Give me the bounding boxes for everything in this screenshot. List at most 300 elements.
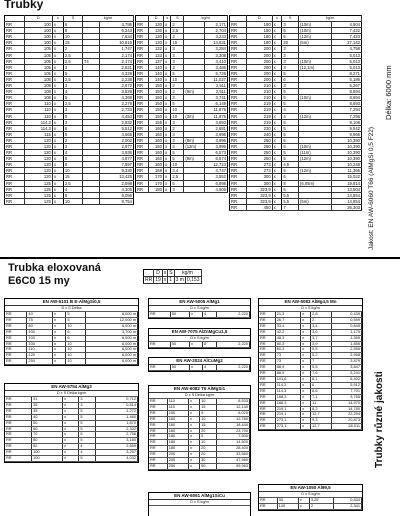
table-cell: 0,599 [332,317,362,323]
table-cell: x [163,58,170,64]
table-cell: RR [136,34,149,40]
table-cell: x [272,137,282,143]
table-cell: 2,681 [204,125,227,131]
table-cell: 0,834 [333,498,362,503]
table-cell: 15 [63,40,82,46]
table-cell: 6,000 m [86,323,138,329]
table-cell: 5 [66,312,86,317]
table-cell: 3,879 [332,359,362,365]
table-row [149,312,250,317]
table-cell: x [63,432,79,438]
table-cell: 7,6 [311,371,332,377]
group-header: EN AW-5754 AlMg3 [5,384,138,391]
table-cell: 10 [66,341,86,347]
table-cell: 5 [79,432,96,438]
table-cell: 50 [32,420,63,426]
table-cell: RR [136,83,149,89]
group-header: EN AW-1050 Al99,5 [259,485,362,492]
table-cell: x [272,101,282,107]
table-cell: 200 [167,452,188,458]
table-row [5,359,138,365]
table-cell: 5 [63,95,82,101]
table-cell: 250 [247,137,273,143]
table-cell: x [163,89,170,95]
table-cell: x [52,40,63,46]
table-cell: 3,9 [311,341,332,347]
table-cell: 4,758 [332,46,362,52]
table-cell: RR [230,204,247,210]
table-cell: 7,500 [216,434,249,440]
table-cell: 160 [149,162,164,168]
table-cell: RR [5,198,25,204]
table-cell: RR [230,70,247,76]
table-cell: RR [259,400,275,406]
table-cell: 3,308 [204,52,227,58]
table-cell: RR [5,420,32,426]
table-cell: x [163,28,170,34]
table-cell: 323,9 [247,192,273,198]
table-cell [184,186,204,192]
table-cell: 155 [149,119,164,125]
table-cell: RR [145,277,153,283]
table-cell: x [189,416,200,422]
table-cell: 3,996 [204,131,227,137]
table-cell: 0,439 [332,312,362,317]
table-cell: 3 [63,143,82,149]
table-cell: 5,186 [332,76,362,82]
table-cell: x [63,456,79,462]
table-cell: 10 [171,113,184,119]
table-cell: 3 [282,58,299,64]
table-cell: 5 [282,131,299,137]
table-cell: x [53,341,66,347]
group-table [149,312,250,318]
table-cell: x [52,156,63,162]
table-cell: 200 [247,76,273,82]
table-cell: 6 [282,76,299,82]
table-cell: 3,4 [311,323,332,329]
table-cell: 50 [170,342,189,347]
table-cell: RR [136,137,149,143]
table-cell: 21,3 [275,312,300,317]
table-cell: x [272,22,282,28]
table-cell: 5,512 [332,382,362,388]
table-cell: 10 [200,440,216,446]
table-cell: x [189,463,200,469]
table-cell: 10 [66,347,86,353]
table-cell: 6 [63,192,82,198]
table-cell: x [272,76,282,82]
table-cell: 20 [200,428,216,434]
table-cell: 3 [171,34,184,40]
table-cell: 0,712 [96,397,138,402]
table-cell: 5 [282,186,299,192]
table-cell: x [52,76,63,82]
column-header: x [272,16,282,22]
table-cell: 168 [149,168,164,174]
table-cell: 2,756 [96,432,138,438]
table-cell: 100 [27,341,53,347]
table-cell: 6,574 [204,156,227,162]
table-cell: 150 [149,113,164,119]
table-cell: 133 [149,52,164,58]
table-cell: RR [230,76,247,82]
table-cell: RR [149,399,167,404]
table-cell: (12,1m) [299,64,332,70]
table-cell: 2,5 [63,180,82,186]
table-cell: 26,303 [332,204,362,210]
table-cell: RR [5,335,27,341]
table-cell: 9,330 [99,168,133,174]
table-cell: x [301,365,311,371]
table-cell: 2,704 [204,28,227,34]
table-cell: 0,814 [96,402,138,408]
table-cell: x [163,168,170,174]
table-cell: RR [136,89,149,95]
table-cell: 180 [247,34,273,40]
table-cell: 2 [63,46,82,52]
table-cell: 5 [79,414,96,420]
table-cell: 5,5 [311,365,332,371]
table-cell: RR [149,404,167,410]
table-cell: 15 [63,174,82,180]
table-cell: RR [259,359,275,365]
table-cell: 3,996 [204,137,227,143]
table-cell: 99,963 [216,463,249,469]
table-cell: (10m) [299,28,332,34]
table-cell: 219 [247,119,273,125]
table-cell: 3,4 [171,168,184,174]
column-header: kg/m [299,16,362,22]
table-cell: x [52,70,63,76]
table-cell: x [163,143,170,149]
table-cell: x [272,95,282,101]
table-row [230,204,362,210]
group-6061 [148,492,251,516]
group-table [149,365,250,371]
length-vertical-label: Délka: 6000 mm [384,65,393,120]
table-cell: x [163,277,167,283]
table-cell: 7,294 [332,107,362,113]
table-cell: x [163,150,170,156]
table-cell [82,198,99,204]
table-cell: RR [149,410,167,416]
table-cell: 8,271 [332,70,362,76]
table-cell: x [163,107,170,113]
table-cell: 7,296 [332,113,362,119]
table-cell: RR [5,131,25,137]
table-cell: 10 [200,399,216,404]
table-cell: 6,000 m [86,347,138,353]
table-cell: 5 [282,95,299,101]
table-cell: 100 [32,450,63,456]
table-cell: 3,847 [332,365,362,371]
table-cell: 6 [282,174,299,180]
table-cell: 9,542 [332,125,362,131]
table-cell: 3 [171,52,184,58]
table-cell: 3,284 [204,46,227,52]
table-cell: (5m) [299,40,332,46]
table-cell: x [301,376,311,382]
table-cell: 210 [247,89,273,95]
table-cell: 140 [149,76,164,82]
table-cell: 7,634 [99,34,133,40]
table-cell: 3,257 [96,450,138,456]
table-cell: RR [230,46,247,52]
table-cell: 5 [282,119,299,125]
table-cell: x [53,312,66,317]
table-cell: 9,3 [311,418,332,424]
table-cell: RR [149,416,167,422]
table-cell: x [52,64,63,70]
table-cell: RR [5,353,27,359]
table-cell: 60,3 [275,347,300,353]
table-cell: RR [259,503,277,509]
table-cell: 6,243 [99,28,133,34]
table-row [5,456,138,462]
table-cell: x [52,198,63,204]
table-cell: x [52,168,63,174]
table-cell: 5 [282,89,299,95]
table-cell: RR [136,52,149,58]
table-cell: RR [136,22,149,28]
table-cell: 6,402 [332,376,362,382]
quality-vertical-label: Trubky různé jakosti [374,371,385,468]
table-cell: 10 [66,359,86,365]
table-cell: 5,5 [282,198,299,204]
table-cell: 5 [282,150,299,156]
table-cell: (8m) [184,137,204,143]
table-cell: 18,440 [216,422,249,428]
table-cell: 180 [167,446,188,452]
table-cell: 130 [149,40,164,46]
table-cell: (10m) [299,143,332,149]
table-cell: x [63,402,79,408]
table-cell: 5 [282,156,299,162]
table-cell: 8,533 [216,399,249,404]
table-cell: 14,970 [332,400,362,406]
table-cell: 150 [167,410,188,416]
table-cell: x [163,156,170,162]
table-cell: 20 [282,40,299,46]
table-cell: RR [5,64,25,70]
group-subheader: D x S Délka kg/m [5,391,138,397]
table-cell: RR [230,174,247,180]
table-row [259,424,362,430]
table-cell: 150 [149,83,164,89]
table-cell: 2,5 [63,58,82,64]
table-cell: x [52,107,63,113]
table-cell: RR [5,150,25,156]
table-cell: 5 [79,438,96,444]
group-table [5,397,138,462]
table-cell: 5 [79,456,96,462]
table-cell: 5 [171,150,184,156]
table-cell: 5,013 [332,58,362,64]
table-cell: 60,3 [275,341,300,347]
table-cell: RR [136,58,149,64]
table-cell: 3,486 [204,64,227,70]
table-cell: RR [259,498,277,503]
table-cell: 5,5 [311,347,332,353]
table-cell: (11m) [299,150,332,156]
table-cell: RR [5,168,25,174]
table-cell: 2,5 [63,52,82,58]
table-cell: x [301,329,311,335]
table-cell: RR [230,40,247,46]
table-cell: RR [230,131,247,137]
table-cell: 160 [149,150,164,156]
table-cell: 3 [171,143,184,149]
table-cell: x [189,399,200,404]
eloxovana-title-line2: E6C0 15 my [8,275,70,287]
table-cell: RR [149,312,170,317]
table-cell: x [272,83,282,89]
group-header: EN AW-6061 AlMg1SiCu [149,493,250,500]
table-cell: x [190,312,203,317]
table-cell: x [52,101,63,107]
table-cell: 100 [27,335,53,341]
table-cell: RR [136,131,149,137]
table-cell: x [52,34,63,40]
table-cell: 10,390 [332,143,362,149]
table-cell: x [190,342,203,347]
table-row [149,463,250,469]
table-cell: 2,958 [332,353,362,359]
table-cell: RR [259,412,275,418]
table-cell: x [63,426,79,432]
table-cell: RR [5,143,25,149]
table-cell: x [272,64,282,70]
table-cell: RR [149,458,167,464]
table-cell: RR [136,95,149,101]
table-cell: 168,3 [275,394,300,400]
table-cell: 4,032 [96,456,138,462]
table-cell: x [163,46,170,52]
table-cell: RR [230,119,247,125]
table-cell: 300 [247,174,273,180]
table-cell: 10,816 [99,40,133,46]
table-cell: 12,780 [216,416,249,422]
table-cell: 30 [200,458,216,464]
table-cell: 6,000 m [86,359,138,365]
table-cell: x [272,125,282,131]
table-cell: 5,512 [99,125,133,131]
table-cell: x [52,58,63,64]
table-cell: x [301,388,311,394]
table-cell: x [272,180,282,186]
table-cell: 3,893 [204,119,227,125]
table-cell: 3 [171,58,184,64]
table-cell: 273,1 [275,424,300,430]
table-cell: 6,149 [204,101,227,107]
table-cell: x [52,95,63,101]
table-cell: (9m) [184,156,204,162]
table-cell: 140 [149,70,164,76]
table-cell: 1,399 [332,335,362,341]
table-cell: 7 [311,359,332,365]
table-cell: 8 [63,28,82,34]
table-cell: 3,552 [204,174,227,180]
table-cell: x [301,323,311,329]
table-cell: 2,002 [99,137,133,143]
table-cell: RR [230,137,247,143]
table-cell: x [272,150,282,156]
table-cell: 12,000 m [86,317,138,323]
table-cell: 108 [24,76,52,82]
table-cell: 5 [171,156,184,162]
table-cell: RR [136,107,149,113]
section-divider [0,257,400,259]
group-subheader: D x S kg/m [149,336,250,342]
table-cell: 3 [79,402,96,408]
table-cell: (5m) [299,198,332,204]
table-cell: RR [259,317,275,323]
table-cell: RR [5,40,25,46]
table-cell: RR [136,64,149,70]
table-cell: 200 [247,58,273,64]
table-cell: 120 [24,168,52,174]
table-cell: RR [230,107,247,113]
table-cell: x [52,89,63,95]
table-cell: RR [259,418,275,424]
table-cell: 125 [24,180,52,186]
table-cell: 0,153 [186,277,200,283]
table-cell: 115 [24,131,52,137]
table-cell: 3 [171,131,184,137]
table-cell: RR [230,58,247,64]
table-cell: x [189,458,200,464]
table-cell: 3 [282,22,299,28]
table-cell: RR [259,394,275,400]
table-cell: RR [230,22,247,28]
table-cell: x [272,168,282,174]
table-cell: (10m) [299,95,332,101]
table-cell: 100 [24,28,52,34]
table-cell: RR [5,450,32,456]
table-cell: 31 [32,397,63,402]
table-cell: RR [230,168,247,174]
table-cell: 12,7 [311,412,332,418]
table-cell: 3 [63,64,82,70]
table-cell: x [163,76,170,82]
table-cell: 8,694 [332,89,362,95]
table-cell: 4,5 [282,162,299,168]
table-cell: 35 [32,402,63,408]
table-cell: 1,179 [332,329,362,335]
table-cell: 5 [66,317,86,323]
table-cell: x [301,406,311,412]
table-cell: 7,423 [332,34,362,40]
table-cell: x [63,414,79,420]
table-cell: 140 [277,503,298,509]
table-cell: 3 m [175,277,184,283]
table-cell: x [272,131,282,137]
table-cell: RR [136,168,149,174]
table-cell: 2,220 [216,365,249,370]
table-cell: 2,174 [99,52,133,58]
table-cell: x [53,347,66,353]
table-cell: 14,631 [204,40,227,46]
table-cell: x [272,143,282,149]
table-cell: 180 [167,434,188,440]
table-cell: 2,238 [99,76,133,82]
table-cell: 12,723 [204,162,227,168]
table-cell: RR [230,95,247,101]
table-cell: 11,027 [204,76,227,82]
table-cell: x [163,174,170,180]
table-cell: T4 [82,58,99,64]
